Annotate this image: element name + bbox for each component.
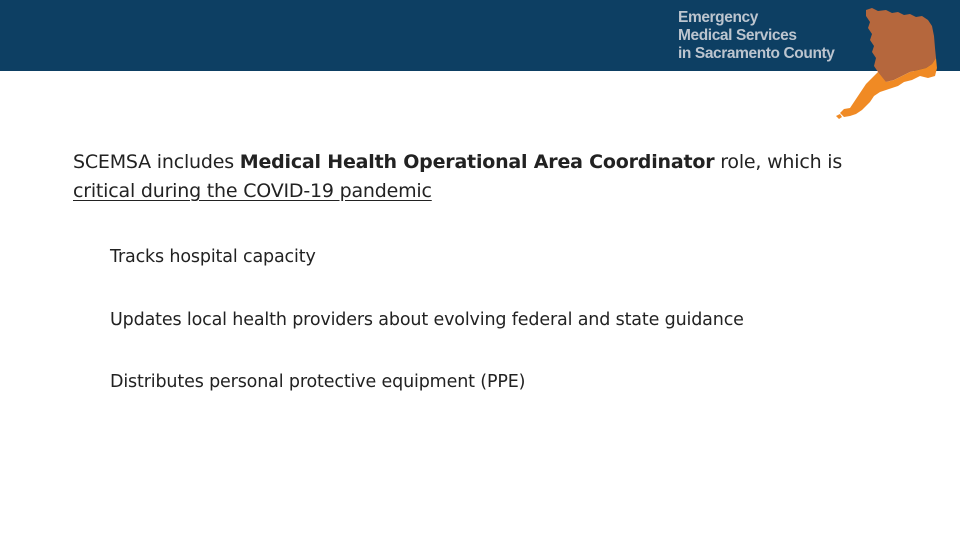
main-bullet-text-1: SCEMSA includes [73,151,240,173]
sub-bullet-2: Updates local health providers about evolving federal and state guidance [110,310,744,330]
sub-bullet-3: Distributes personal protective equipment (PPE) [110,372,526,392]
main-bullet-bold-role: Medical Health Operational Area Coordinator [239,151,715,173]
logo-line-3: in Sacramento County [678,45,835,62]
logo-line-2: Medical Services [678,27,797,44]
main-bullet-underlined: critical during the COVID-19 pandemic [73,180,432,202]
main-bullet [73,148,893,206]
logo-line-1: Emergency [678,9,758,26]
sub-bullet-1: Tracks hospital capacity [110,247,316,267]
main-bullet-text-2: role, which is [714,151,843,173]
